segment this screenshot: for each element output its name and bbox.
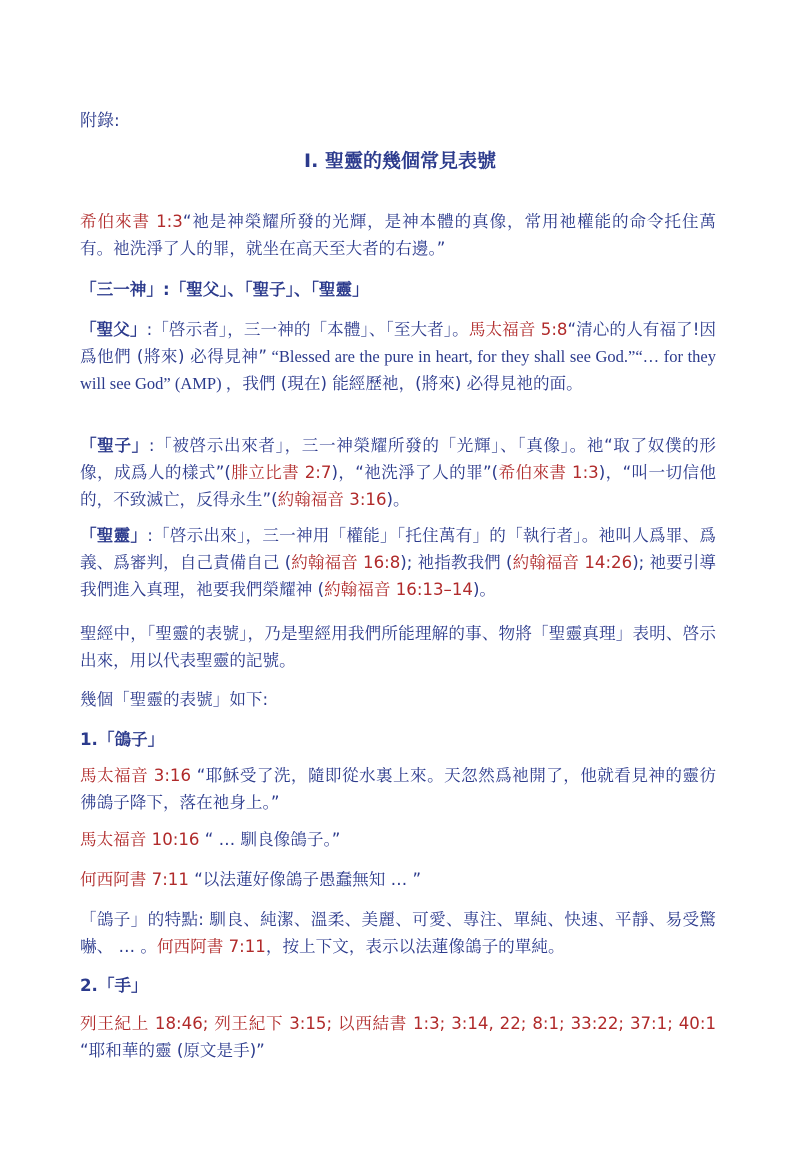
paragraph-symbols-intro: 聖經中，「聖靈的表號」，乃是聖經用我們所能理解的事、物將「聖靈真理」表明、啓示出來，用以代表聖靈的記號。	[80, 624, 716, 670]
paragraph-text: “ … 馴良像鴿子。”	[199, 830, 341, 849]
scripture-ref: 希伯來書 1:3	[498, 463, 599, 482]
paragraph-text: )。	[386, 490, 410, 509]
paragraph-text: “以法蓮好像鴿子愚蠢無知 … ”	[188, 870, 422, 889]
paragraph-symbols-list-intro: 幾個「聖靈的表號」如下:	[80, 690, 269, 709]
scripture-ref: 33:22	[570, 1014, 619, 1033]
paragraph-hosea-7-11	[80, 866, 716, 893]
scripture-ref: 約翰福音 14:26	[512, 553, 633, 572]
scripture-ref: 約翰福音 16:8	[291, 553, 401, 572]
appendix-label: 附錄:	[80, 111, 120, 131]
paragraph-text: :「被啓示出來者」，三一神榮耀所發的「光輝」、「真像」。祂“取了奴僕的形像，成爲人的樣式”(	[80, 436, 716, 482]
paragraph-father	[80, 316, 716, 397]
trinity-heading: 「三一神」:「聖父」、「聖子」、「聖靈」	[80, 280, 369, 299]
paragraph-text: “耶和華的靈 (原文是手)”	[80, 1041, 265, 1060]
section-heading: 「聖父」	[80, 320, 147, 339]
paragraph-text: ，我們 (現在) 能經歷祂，(將來) 必得見祂的面。	[225, 374, 583, 393]
paragraph-hand-refs	[80, 1010, 716, 1064]
page-title: I. 聖靈的幾個常見表號	[304, 150, 496, 172]
scripture-ref: 列王紀上 18:46	[80, 1014, 203, 1033]
hand-heading: 2.「手」	[80, 976, 148, 995]
paragraph-text: :「啓示者」，三一神的「本體」、「至大者」。	[146, 320, 469, 339]
scripture-ref: 22	[499, 1014, 521, 1033]
paragraph-text: ); 祂要引導我們進入真理，祂要我們榮耀神 (	[80, 553, 717, 599]
scripture-ref: 約翰福音 16:13–14	[324, 580, 473, 599]
separator: ;	[439, 1014, 452, 1033]
scripture-ref: 40:1	[678, 1014, 716, 1033]
paragraph-dove-traits	[80, 906, 716, 960]
scripture-ref: 3:14	[451, 1014, 489, 1033]
scripture-ref: 腓立比書 2:7	[230, 463, 332, 482]
paragraph-matthew-3-16	[80, 762, 716, 816]
paragraph-text: )。	[472, 580, 497, 599]
scripture-ref: 何西阿書 7:11	[80, 870, 189, 889]
paragraph-text: “耶穌受了洗，隨即從水裏上來。天忽然爲祂開了，他就看見神的靈彷彿鴿子降下，落在祂身上。”	[80, 766, 716, 812]
separator: ,	[488, 1014, 500, 1033]
scripture-ref: 37:1	[629, 1014, 668, 1033]
section-heading: 「聖子」	[80, 436, 149, 455]
separator: ;	[667, 1014, 679, 1033]
paragraph-text: )，“叫一切信他的，不致滅亡，反得永生”(	[80, 463, 717, 509]
separator: ;	[559, 1014, 571, 1033]
paragraph-text: 「鴿子」的特點: 馴良、純潔、溫柔、美麗、可愛、專注、單純、快速、平靜、易受驚嚇、 … 。	[80, 910, 716, 956]
scripture-ref: 何西阿書 7:11	[156, 937, 266, 956]
english-quote: “Blessed are the pure in heart, for they shall see God.”“… for they will see God” (AMP)	[80, 347, 716, 393]
scripture-ref: 8:1	[532, 1014, 560, 1033]
paragraph-text: )，“祂洗淨了人的罪”(	[331, 463, 499, 482]
paragraph-text: :「啓示出來」，三一神用「權能」「托住萬有」的「執行者」。祂叫人爲罪、爲義、爲審判，自己責備自己 (	[80, 526, 716, 572]
separator: ;	[520, 1014, 533, 1033]
scripture-ref: 列王紀下 3:15	[214, 1014, 327, 1033]
separator: ;	[618, 1014, 630, 1033]
scripture-ref: 馬太福音 10:16	[80, 830, 200, 849]
paragraph-matthew-10-16	[80, 826, 716, 853]
paragraph-text: “祂是神榮耀所發的光輝，是神本體的真像，常用祂權能的命令托住萬有。祂洗淨了人的罪，就坐在高天至大者的右邊。”	[80, 212, 716, 258]
scripture-ref: 以西結書 1:3	[338, 1014, 440, 1033]
scripture-ref: 希伯來書 1:3	[80, 212, 183, 231]
scripture-ref: 約翰福音 3:16	[277, 490, 387, 509]
paragraph-son	[80, 432, 716, 513]
dove-heading: 1.「鴿子」	[80, 730, 165, 749]
section-heading: 「聖靈」	[80, 526, 148, 545]
paragraph-spirit	[80, 522, 716, 603]
separator: ;	[202, 1014, 215, 1033]
paragraph-text: “清心的人有福了!因爲他們 (將來) 必得見神”	[80, 320, 717, 366]
paragraph-text: ，按上下文，表示以法蓮像鴿子的單純。	[265, 937, 565, 956]
separator: ;	[326, 1014, 339, 1033]
paragraph-hebrews	[80, 208, 716, 262]
scripture-ref: 馬太福音 5:8	[468, 320, 568, 339]
scripture-ref: 馬太福音 3:16	[80, 766, 192, 785]
paragraph-text: ); 祂指教我們 (	[400, 553, 513, 572]
